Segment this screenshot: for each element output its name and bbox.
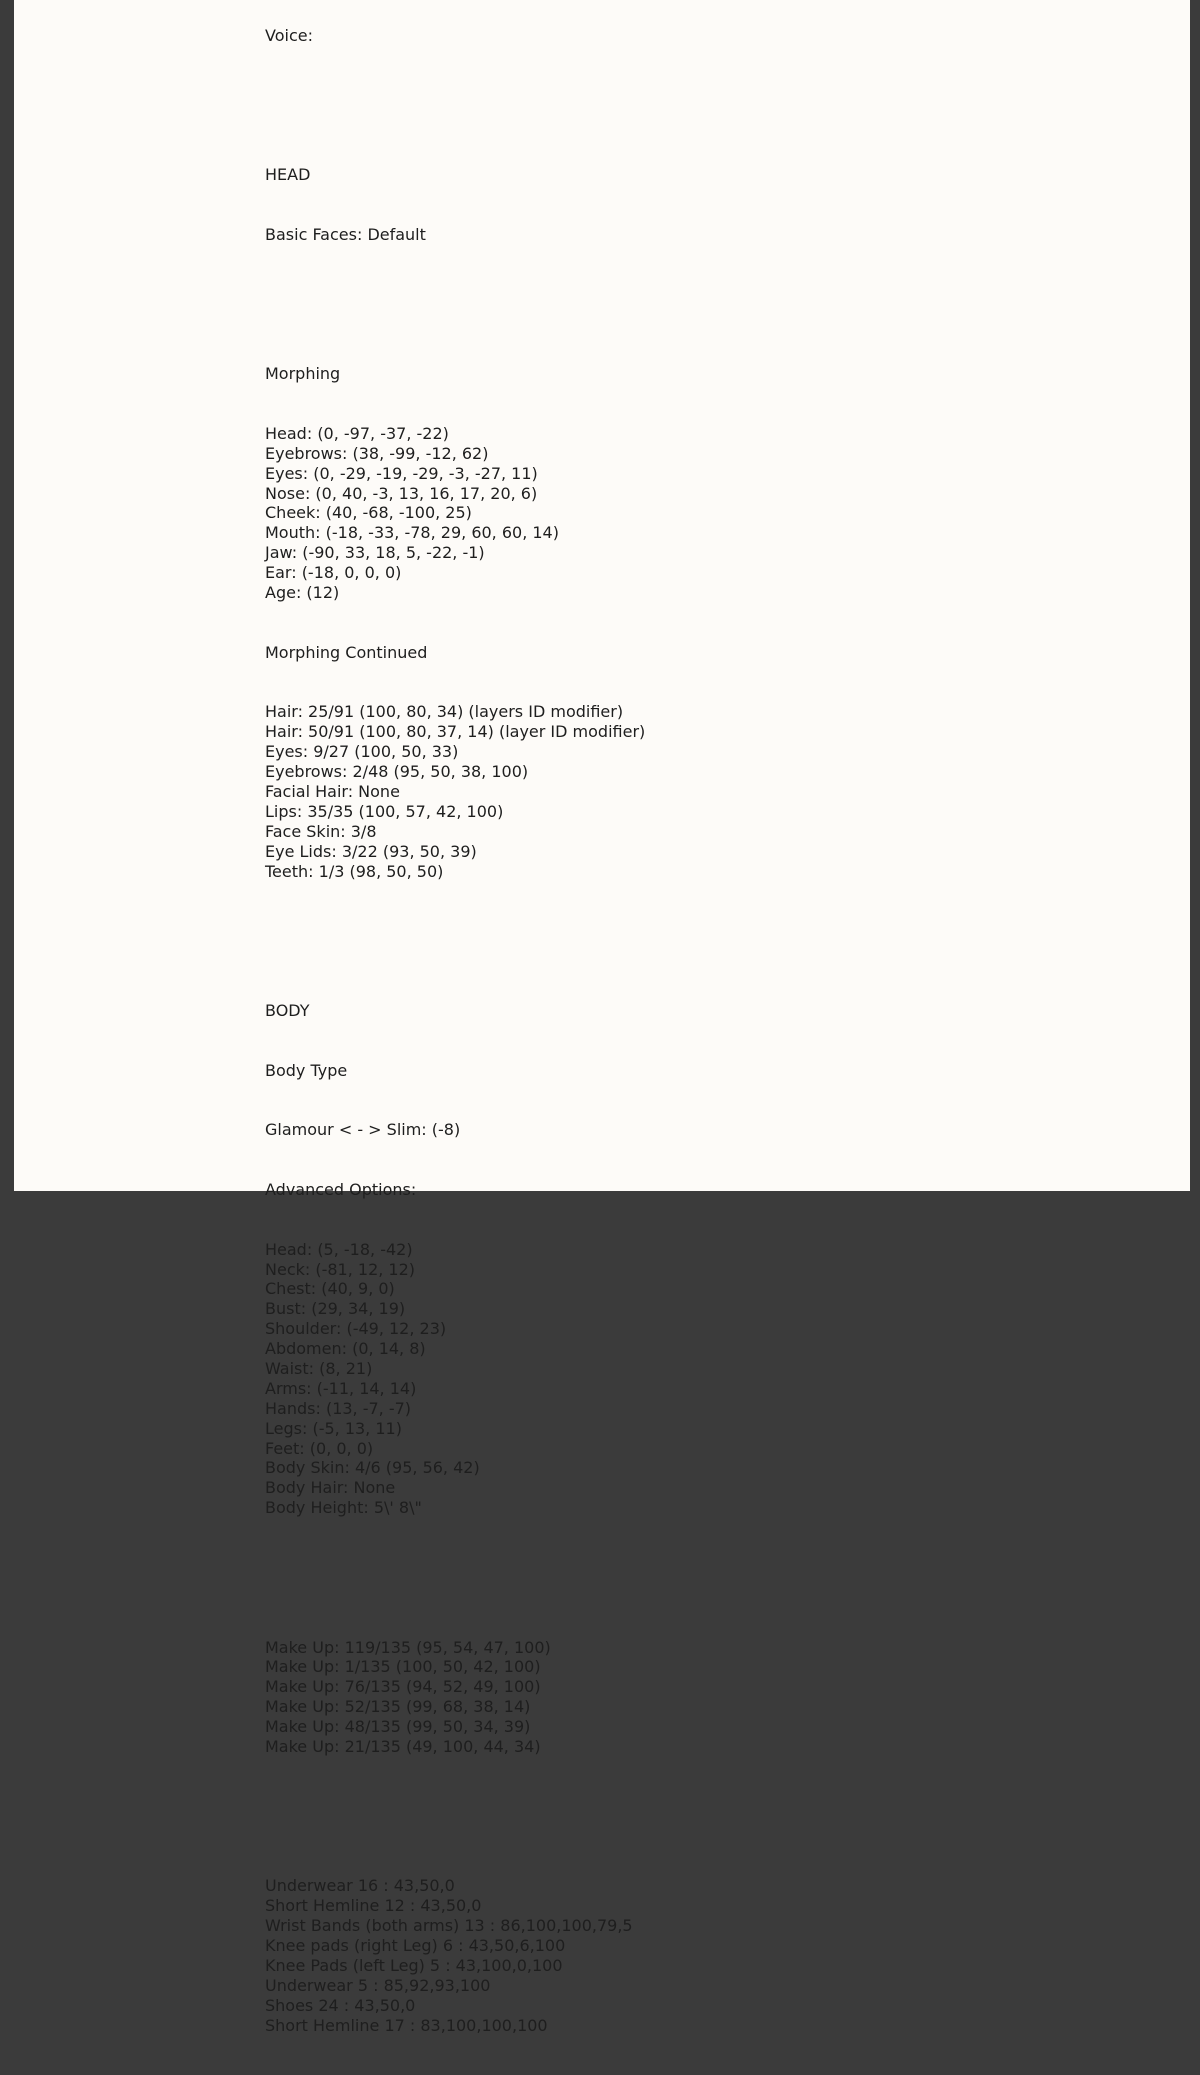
blank-line — [265, 921, 645, 941]
makeup-line: Make Up: 48/135 (99, 50, 34, 39) — [265, 1717, 531, 1737]
advanced-option-line: Waist: (8, 21) — [265, 1358, 373, 1378]
makeup-line: Make Up: 76/135 (94, 52, 49, 100) — [265, 1677, 541, 1697]
document-text — [265, 0, 645, 2075]
morphing-continued-line: Teeth: 1/3 (98, 50, 50) — [265, 861, 444, 881]
advanced-option-line: Neck: (-81, 12, 12) — [265, 1259, 416, 1279]
document-page — [14, 0, 1190, 2035]
blank-line — [265, 285, 645, 305]
body-heading: BODY — [265, 1000, 310, 1020]
morphing-continued-line: Hair: 50/91 (100, 80, 37, 14) (layer ID modifier) — [265, 722, 646, 742]
advanced-option-line: Legs: (-5, 13, 11) — [265, 1418, 402, 1438]
blank-line — [265, 1797, 645, 1817]
clothing-line: Short Hemline 12 : 43,50,0 — [265, 1896, 482, 1916]
morphing-continued-line: Eyebrows: 2/48 (95, 50, 38, 100) — [265, 762, 529, 782]
makeup-line: Make Up: 21/135 (49, 100, 44, 34) — [265, 1736, 541, 1756]
clothing-line: Short Hemline 17 : 83,100,100,100 — [265, 2015, 548, 2035]
blank-line — [265, 86, 645, 106]
morphing-line: Eyebrows: (38, -99, -12, 62) — [265, 443, 489, 463]
morphing-line: Mouth: (-18, -33, -78, 29, 60, 60, 14) — [265, 523, 559, 543]
morphing-line: Eyes: (0, -29, -19, -29, -3, -27, 11) — [265, 463, 538, 483]
glamour-slim-line: Glamour < - > Slim: (-8) — [265, 1120, 461, 1140]
morphing-heading: Morphing — [265, 364, 341, 384]
morphing-continued-line: Face Skin: 3/8 — [265, 821, 377, 841]
morphing-continued-line: Eye Lids: 3/22 (93, 50, 39) — [265, 841, 477, 861]
morphing-continued-list — [265, 702, 645, 881]
morphing-continued-line: Lips: 35/35 (100, 57, 42, 100) — [265, 801, 504, 821]
advanced-option-line: Head: (5, -18, -42) — [265, 1239, 413, 1259]
advanced-option-line: Body Hair: None — [265, 1478, 396, 1498]
morphing-continued-line: Hair: 25/91 (100, 80, 34) (layers ID modifier) — [265, 702, 624, 722]
clothing-line: Underwear 16 : 43,50,0 — [265, 1876, 455, 1896]
blank-line — [265, 1558, 645, 1578]
morphing-continued-line: Facial Hair: None — [265, 781, 400, 801]
clothing-line: Wrist Bands (both arms) 13 : 86,100,100,79,5 — [265, 1916, 633, 1936]
makeup-line: Make Up: 52/135 (99, 68, 38, 14) — [265, 1697, 531, 1717]
advanced-option-line: Chest: (40, 9, 0) — [265, 1279, 395, 1299]
morphing-line: Nose: (0, 40, -3, 13, 16, 17, 20, 6) — [265, 483, 538, 503]
makeup-list — [265, 1638, 645, 1757]
morphing-line: Ear: (-18, 0, 0, 0) — [265, 563, 402, 583]
morphing-line: Age: (12) — [265, 582, 340, 602]
clothing-line: Knee Pads (left Leg) 5 : 43,100,0,100 — [265, 1955, 563, 1975]
head-heading: HEAD — [265, 165, 311, 185]
advanced-options-heading: Advanced Options: — [265, 1179, 417, 1199]
makeup-line: Make Up: 119/135 (95, 54, 47, 100) — [265, 1637, 551, 1657]
morphing-list — [265, 424, 645, 603]
advanced-option-line: Arms: (-11, 14, 14) — [265, 1378, 417, 1398]
clothing-line: Shoes 24 : 43,50,0 — [265, 1995, 416, 2015]
clothing-line: Underwear 5 : 85,92,93,100 — [265, 1975, 491, 1995]
morphing-line: Jaw: (-90, 33, 18, 5, -22, -1) — [265, 543, 485, 563]
advanced-option-line: Body Skin: 4/6 (95, 56, 42) — [265, 1458, 480, 1478]
advanced-option-line: Bust: (29, 34, 19) — [265, 1299, 406, 1319]
advanced-option-line: Feet: (0, 0, 0) — [265, 1438, 374, 1458]
clothing-line: Knee pads (right Leg) 6 : 43,50,6,100 — [265, 1935, 566, 1955]
morphing-continued-line: Eyes: 9/27 (100, 50, 33) — [265, 742, 459, 762]
makeup-line: Make Up: 1/135 (100, 50, 42, 100) — [265, 1657, 541, 1677]
clothing-list — [265, 1876, 645, 2035]
morphing-line: Head: (0, -97, -37, -22) — [265, 423, 449, 443]
advanced-option-line: Abdomen: (0, 14, 8) — [265, 1339, 426, 1359]
basic-faces-line: Basic Faces: Default — [265, 224, 426, 244]
advanced-option-line: Hands: (13, -7, -7) — [265, 1398, 412, 1418]
advanced-option-line: Shoulder: (-49, 12, 23) — [265, 1319, 447, 1339]
body-type-line: Body Type — [265, 1060, 348, 1080]
morphing-continued-heading: Morphing Continued — [265, 642, 428, 662]
voice-line: Voice: — [265, 25, 313, 45]
advanced-options-list — [265, 1240, 645, 1518]
morphing-line: Cheek: (40, -68, -100, 25) — [265, 503, 472, 523]
advanced-option-line: Body Height: 5\' 8\" — [265, 1498, 422, 1518]
